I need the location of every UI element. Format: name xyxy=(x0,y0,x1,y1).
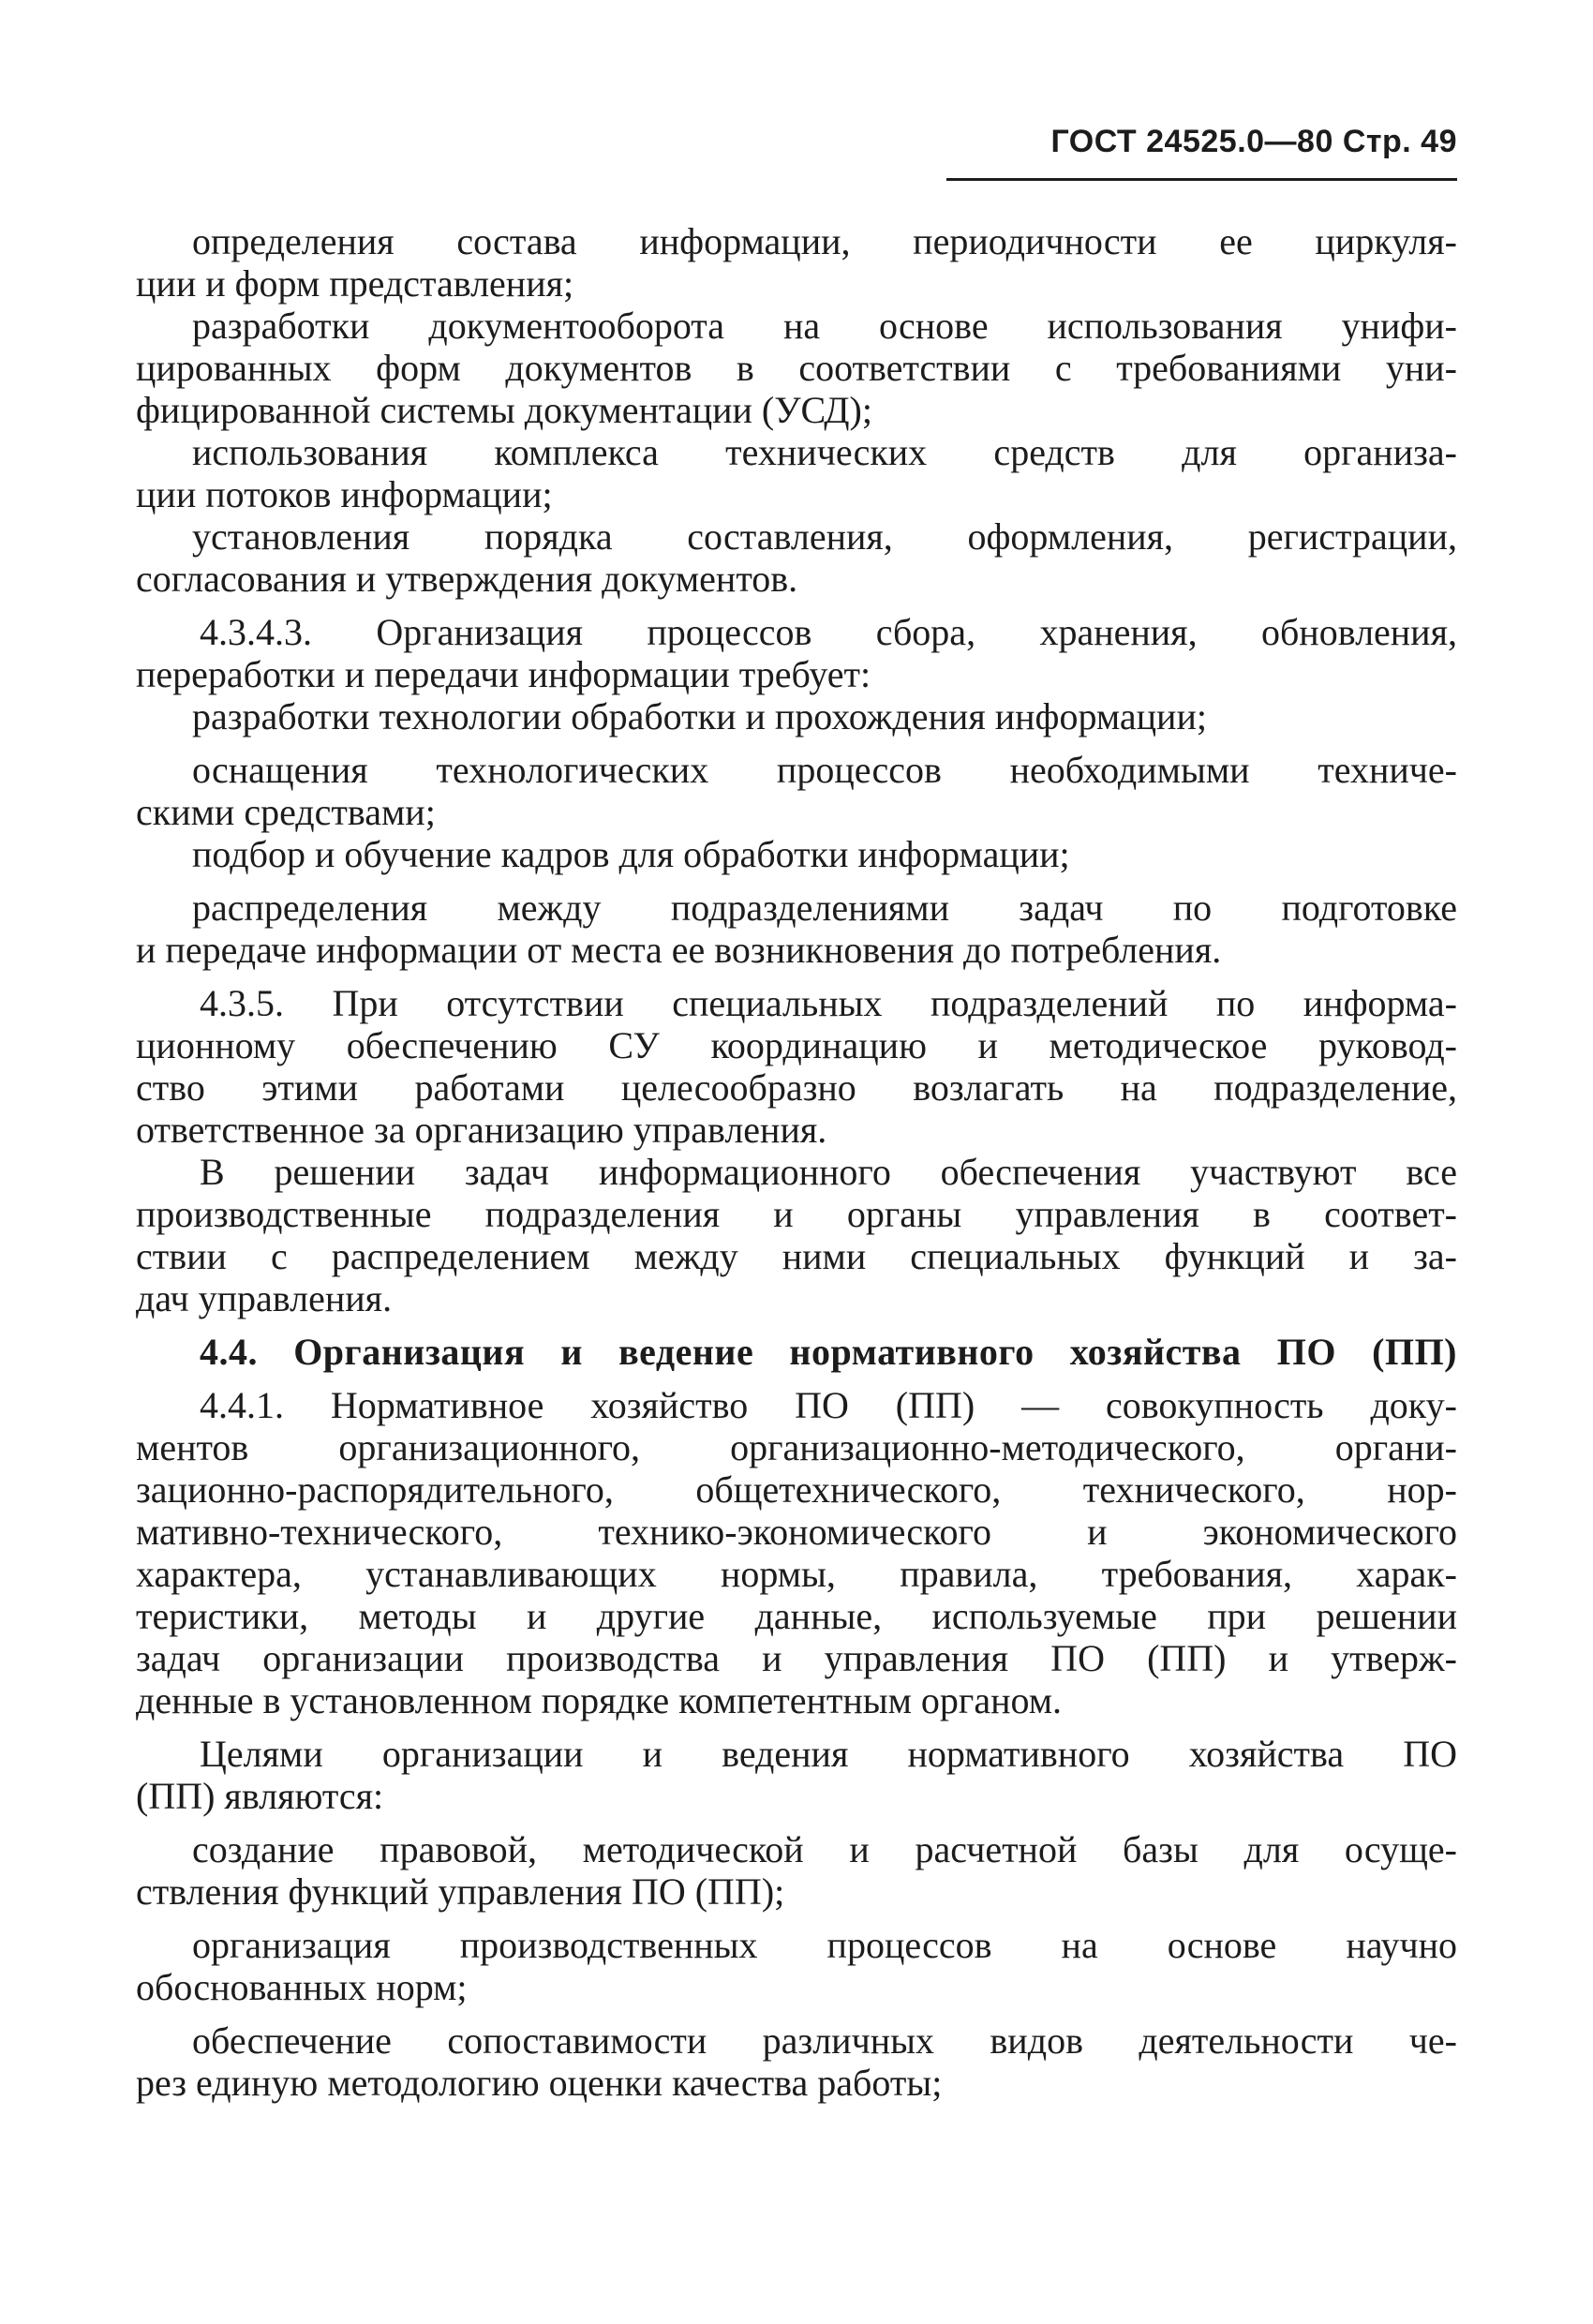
paragraph xyxy=(136,1733,1457,1817)
text-line: ство этими работами целесообразно возлагать на подразделение, xyxy=(136,1066,1457,1109)
text-line: цированных форм документов в соответствии с требованиями уни- xyxy=(136,347,1457,389)
text-line: разработки документооборота на основе использования унифи- xyxy=(192,305,1457,347)
heading-line: 4.4. Организация и ведение нормативного хозяйства ПО (ПП) xyxy=(200,1331,1457,1373)
text-line: распределения между подразделениями задач по подготовке xyxy=(192,886,1457,929)
paragraph xyxy=(136,1151,1457,1319)
text-line: задач организации производства и управления ПО (ПП) и утверж- xyxy=(136,1637,1457,1679)
paragraph xyxy=(136,1828,1457,1913)
paragraph xyxy=(136,220,1457,305)
running-header: ГОСТ 24525.0—80 Стр. 49 xyxy=(946,125,1457,173)
text-line: оснащения технологических процессов необходимыми техниче- xyxy=(192,749,1457,791)
paragraph xyxy=(136,2019,1457,2104)
paragraph xyxy=(136,515,1457,600)
text-line: определения состава информации, периодичности ее циркуля- xyxy=(192,220,1457,262)
text-line: обеспечение сопоставимости различных видов деятельности че- xyxy=(192,2019,1457,2062)
text-line: подбор и обучение кадров для обработки информации; xyxy=(192,833,1070,875)
text-line: создание правовой, методической и расчетной базы для осуще- xyxy=(192,1828,1457,1870)
text-line: ствии с распределением между ними специальных функций и за- xyxy=(136,1235,1457,1277)
text-line: ционному обеспечению СУ координацию и методическое руковод- xyxy=(136,1024,1457,1066)
paragraph xyxy=(136,886,1457,971)
body-text xyxy=(136,220,1457,2104)
text-line: зационно-распорядительного, общетехнического, технического, нор- xyxy=(136,1468,1457,1511)
text-line: 4.4.1. Нормативное хозяйство ПО (ПП) — совокупность доку- xyxy=(200,1384,1457,1426)
text-line: ции потоков информации; xyxy=(136,473,553,515)
text-line: (ПП) являются: xyxy=(136,1775,384,1817)
text-line: ментов организационного, организационно-методического, органи- xyxy=(136,1426,1457,1468)
text-line: переработки и передачи информации требует: xyxy=(136,653,871,695)
paragraph-4-3-5 xyxy=(136,982,1457,1151)
text-line: и передаче информации от места ее возникновения до потребления. xyxy=(136,929,1222,971)
text-line: скими средствами; xyxy=(136,791,436,833)
paragraph xyxy=(136,431,1457,515)
text-line: установления порядка составления, оформления, регистрации, xyxy=(192,515,1457,558)
text-line: ответственное за организацию управления. xyxy=(136,1109,827,1151)
text-line: дач управления. xyxy=(136,1277,393,1319)
paragraph xyxy=(136,305,1457,431)
text-line: рез единую методологию оценки качества работы; xyxy=(136,2062,943,2104)
text-line: производственные подразделения и органы управления в соответ- xyxy=(136,1193,1457,1235)
text-line: ствления функций управления ПО (ПП); xyxy=(136,1870,785,1913)
text-line: 4.3.4.3. Организация процессов сбора, хранения, обновления, xyxy=(200,611,1457,653)
text-line: использования комплекса технических средств для организа- xyxy=(192,431,1457,473)
paragraph xyxy=(136,695,1457,737)
section-heading-4-4 xyxy=(136,1331,1457,1373)
paragraph xyxy=(136,833,1457,875)
paragraph xyxy=(136,1924,1457,2008)
text-line: организация производственных процессов на основе научно xyxy=(192,1924,1457,1966)
text-line: 4.3.5. При отсутствии специальных подразделений по информа- xyxy=(200,982,1457,1024)
paragraph xyxy=(136,749,1457,833)
text-line: теристики, методы и другие данные, используемые при решении xyxy=(136,1595,1457,1637)
text-line: обоснованных норм; xyxy=(136,1966,468,2008)
text-line: ции и форм представления; xyxy=(136,262,574,305)
text-line: мативно-технического, технико-экономического и экономического xyxy=(136,1511,1457,1553)
text-line: Целями организации и ведения нормативного хозяйства ПО xyxy=(200,1733,1457,1775)
text-line: согласования и утверждения документов. xyxy=(136,558,798,600)
text-line: разработки технологии обработки и прохождения информации; xyxy=(192,695,1207,737)
text-line: В решении задач информационного обеспечения участвуют все xyxy=(200,1151,1457,1193)
text-line: фицированной системы документации (УСД); xyxy=(136,389,872,431)
paragraph-4-4-1 xyxy=(136,1384,1457,1721)
paragraph-4-3-4-3 xyxy=(136,611,1457,695)
text-line: денные в установленном порядке компетентным органом. xyxy=(136,1679,1063,1721)
text-line: характера, устанавливающих нормы, правила, требования, харак- xyxy=(136,1553,1457,1595)
